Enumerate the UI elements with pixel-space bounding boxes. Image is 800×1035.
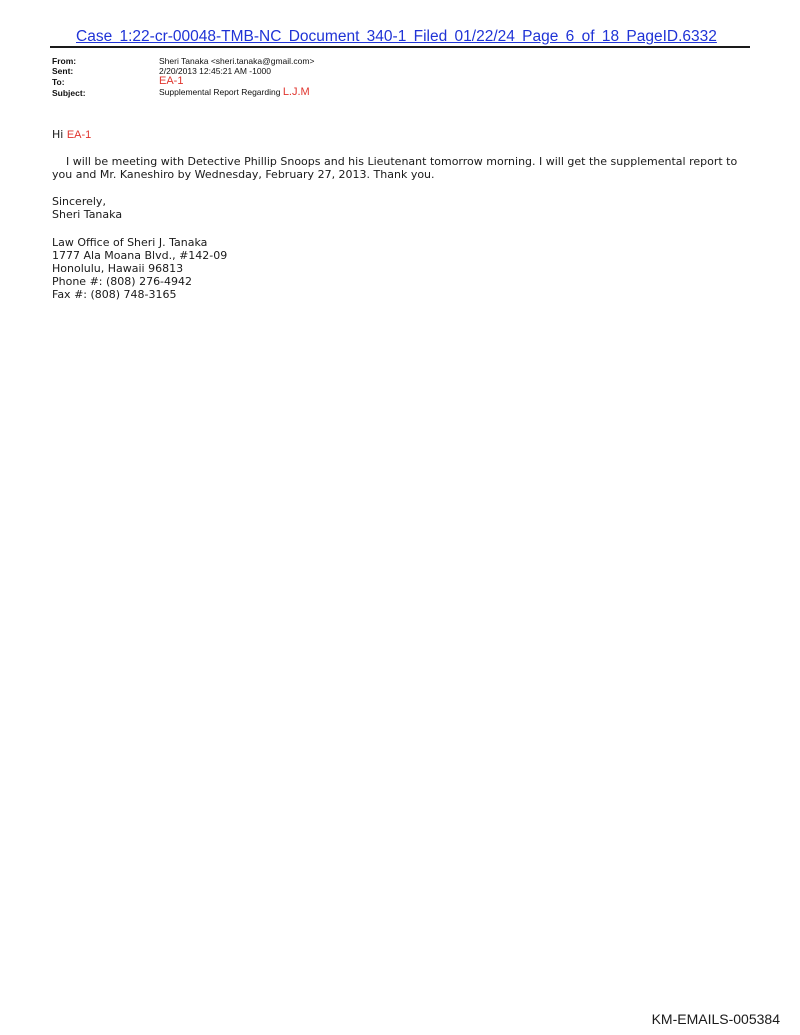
from-label: From: (52, 56, 77, 66)
greeting-prefix: Hi (52, 128, 67, 141)
signature-street: 1777 Ala Moana Blvd., #142-09 (52, 249, 228, 262)
message-paragraph (52, 155, 752, 181)
email-header (52, 56, 314, 98)
greeting (52, 128, 91, 141)
subject-row (52, 87, 314, 98)
subject-label: Subject: (52, 88, 86, 98)
subject-value (159, 87, 310, 98)
sent-value: 2/20/2013 12:45:21 AM -1000 (159, 66, 272, 76)
sent-row (52, 66, 314, 76)
to-value-redaction: EA-1 (159, 75, 184, 87)
signature-block (52, 236, 227, 301)
signature-fax: Fax #: (808) 748-3165 (52, 288, 177, 301)
sent-label: Sent: (52, 66, 74, 76)
to-row (52, 76, 314, 87)
subject-text: Supplemental Report Regarding (159, 87, 281, 97)
from-value: Sheri Tanaka <sheri.tanaka@gmail.com> (159, 56, 315, 66)
signature-city: Honolulu, Hawaii 96813 (52, 262, 184, 275)
greeting-name-redaction: EA-1 (66, 129, 92, 141)
closing (52, 195, 122, 221)
case-header (50, 24, 750, 48)
subject-redaction: L.J.M (282, 86, 310, 98)
closing-sincerely: Sincerely, (52, 195, 106, 208)
message-paragraph-text: I will be meeting with Detective Phillip Snoops and his Lieutenant tomorrow morning. I will get the supplemental report to you and Mr. Kaneshiro by Wednesday, February 27, 2013. Thank you. (52, 155, 738, 181)
closing-name: Sheri Tanaka (52, 208, 123, 221)
to-label: To: (52, 77, 65, 87)
case-header-link[interactable]: Case 1:22-cr-00048-TMB-NC Document 340-1 Filed 01/22/24 Page 6 of 18 PageID.6332 (76, 28, 717, 45)
signature-phone: Phone #: (808) 276-4942 (52, 275, 193, 288)
signature-firm: Law Office of Sheri J. Tanaka (52, 236, 208, 249)
from-row (52, 56, 314, 66)
bates-number: KM-EMAILS-005384 (651, 1011, 780, 1027)
